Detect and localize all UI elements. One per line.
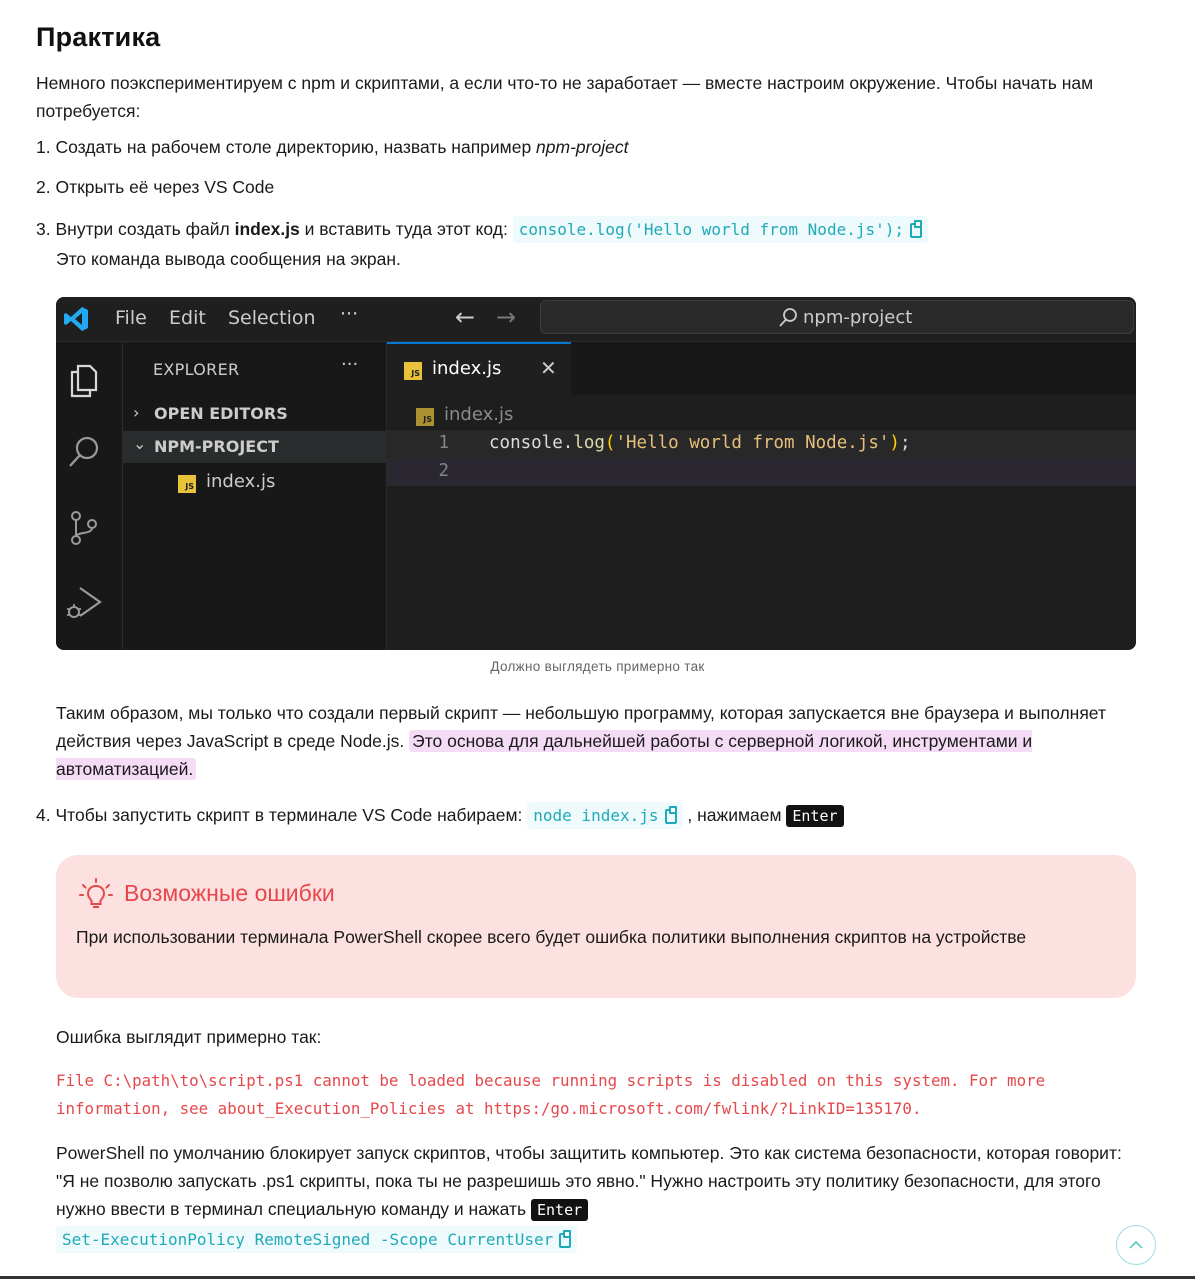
explain-text: PowerShell по умолчанию блокирует запуск скриптов, чтобы защитить компьютер. Это как система безопасности, которая говорит: "Я не позволю запускать .ps1 скрипты, пока ты не разрешишь это явно." Нужно настроить эту политику безопасности, для этого нужно ввести в терминал специальную команду и нажать: [56, 1143, 1122, 1219]
inline-code[interactable]: [513, 216, 928, 243]
search-icon[interactable]: [64, 432, 104, 472]
command-center-search[interactable]: [540, 300, 1134, 334]
warning-callout: [56, 855, 1136, 998]
explorer-sidebar: [123, 342, 387, 650]
breadcrumb-label: index.js: [444, 404, 514, 425]
intro-paragraph: Немного поэкспериментируем с npm и скриптами, а если что-то не заработает — вместе настроим окружение. Чтобы начать нам потребуется:: [36, 73, 1094, 121]
inline-code[interactable]: [527, 802, 682, 829]
callout-title: Возможные ошибки: [124, 880, 335, 906]
vscode-screenshot: [56, 297, 1136, 650]
activity-bar: [56, 342, 123, 650]
enter-key: Enter: [786, 805, 843, 827]
project-folder-label: NPM-PROJECT: [154, 437, 279, 456]
clipboard-icon[interactable]: [665, 809, 677, 824]
highlighted-text: Это основа для дальнейшей работы с серверной логикой, инструментами и автоматизацией.: [56, 731, 1033, 779]
forward-arrow-icon[interactable]: →: [496, 303, 517, 331]
menu-more[interactable]: ···: [340, 303, 359, 325]
chevron-up-icon: [1128, 1238, 1144, 1252]
step-number: 3.: [36, 219, 51, 239]
file-name: index.js: [234, 219, 300, 239]
close-icon[interactable]: ✕: [540, 356, 557, 380]
step-4: [36, 801, 1136, 830]
step-text: , нажимаем: [682, 805, 787, 825]
inline-code[interactable]: [56, 1226, 577, 1253]
step-number: 4.: [36, 805, 51, 825]
inline-code-text: node index.js: [533, 806, 659, 825]
clipboard-icon[interactable]: [559, 1233, 571, 1248]
code-text: console.log('Hello world from Node.js');: [489, 433, 911, 453]
step-text: Открыть её через VS Code: [55, 177, 275, 197]
enter-key: Enter: [531, 1199, 588, 1221]
inline-code-text: Set-ExecutionPolicy RemoteSigned -Scope CurrentUser: [62, 1230, 554, 1249]
open-editors-section[interactable]: [123, 398, 386, 430]
menu-selection[interactable]: Selection: [228, 307, 316, 329]
run-debug-icon[interactable]: [64, 582, 104, 622]
tab-label: JS index.js: [404, 358, 501, 380]
scroll-to-top-button[interactable]: [1116, 1225, 1156, 1265]
policy-command-line: [56, 1225, 1136, 1254]
line-number: 1: [438, 433, 449, 453]
search-icon: [777, 307, 799, 329]
tab-index-js[interactable]: [387, 342, 571, 395]
explorer-more-button[interactable]: ···: [341, 354, 359, 375]
line-number: 2: [438, 461, 449, 481]
editor-area: [387, 342, 1136, 650]
back-arrow-icon[interactable]: ←: [455, 303, 476, 331]
step-text: Создать на рабочем столе директорию, назвать например: [55, 137, 537, 157]
search-text: npm-project: [803, 307, 913, 328]
editor-tabs: [387, 342, 1136, 395]
vscode-logo-icon: [63, 306, 89, 332]
js-file-icon: JS: [178, 475, 196, 493]
explorer-title: EXPLORER: [153, 360, 240, 379]
step-number: 2.: [36, 177, 51, 197]
chevron-right-icon: ›: [133, 403, 140, 422]
explorer-files-icon[interactable]: [64, 360, 104, 400]
project-folder-section[interactable]: [123, 431, 386, 463]
inline-code-text: console.log('Hello world from Node.js');: [518, 220, 904, 239]
source-control-icon[interactable]: [64, 508, 104, 548]
section-heading: Практика: [36, 22, 161, 52]
step-2: [36, 173, 1136, 201]
step-text: и вставить туда этот код:: [299, 219, 513, 239]
callout-text: При использовании терминала PowerShell скорее всего будет ошибка политики выполнения скриптов на устройстве: [76, 927, 1027, 947]
js-file-icon: JS: [416, 408, 434, 426]
breadcrumb[interactable]: [416, 404, 513, 426]
open-editors-label: OPEN EDITORS: [154, 404, 288, 423]
explain-paragraph: [56, 1139, 1136, 1224]
lightbulb-icon: [78, 877, 114, 913]
summary-text: Таким образом, мы только что создали первый скрипт — небольшую программу, которая запускается вне браузера и выполняет действия через JavaScript в среде Node.js.: [56, 703, 1106, 751]
summary-paragraph: [56, 699, 1136, 783]
file-item-label: index.js: [206, 471, 276, 492]
step-3: [36, 215, 1136, 244]
menu-edit[interactable]: Edit: [169, 307, 206, 329]
step-number: 1.: [36, 137, 51, 157]
folder-name: npm-project: [536, 137, 629, 157]
image-caption: Должно выглядеть примерно так: [490, 659, 705, 674]
js-file-icon: JS: [404, 362, 422, 380]
menu-file[interactable]: File: [115, 307, 147, 329]
error-intro: Ошибка выглядит примерно так:: [56, 1027, 322, 1047]
step-3-note: Это команда вывода сообщения на экран.: [56, 249, 401, 269]
chevron-down-icon: ⌄: [133, 434, 147, 453]
error-message-block: File C:\path\to\script.ps1 cannot be loaded because running scripts is disabled on this system. For more information, see about_Execution_Policies at https:/go.microsoft.com/fwlink/?LinkID=135170.: [56, 1071, 1046, 1118]
file-item-index-js[interactable]: [178, 471, 275, 493]
code-line[interactable]: [387, 458, 1136, 486]
step-1: [36, 133, 1136, 161]
code-line[interactable]: [387, 430, 1136, 458]
step-text: Внутри создать файл: [55, 219, 235, 239]
clipboard-icon[interactable]: [910, 223, 922, 238]
vscode-titlebar: [56, 297, 1136, 342]
step-text: Чтобы запустить скрипт в терминале VS Code набираем:: [55, 805, 528, 825]
